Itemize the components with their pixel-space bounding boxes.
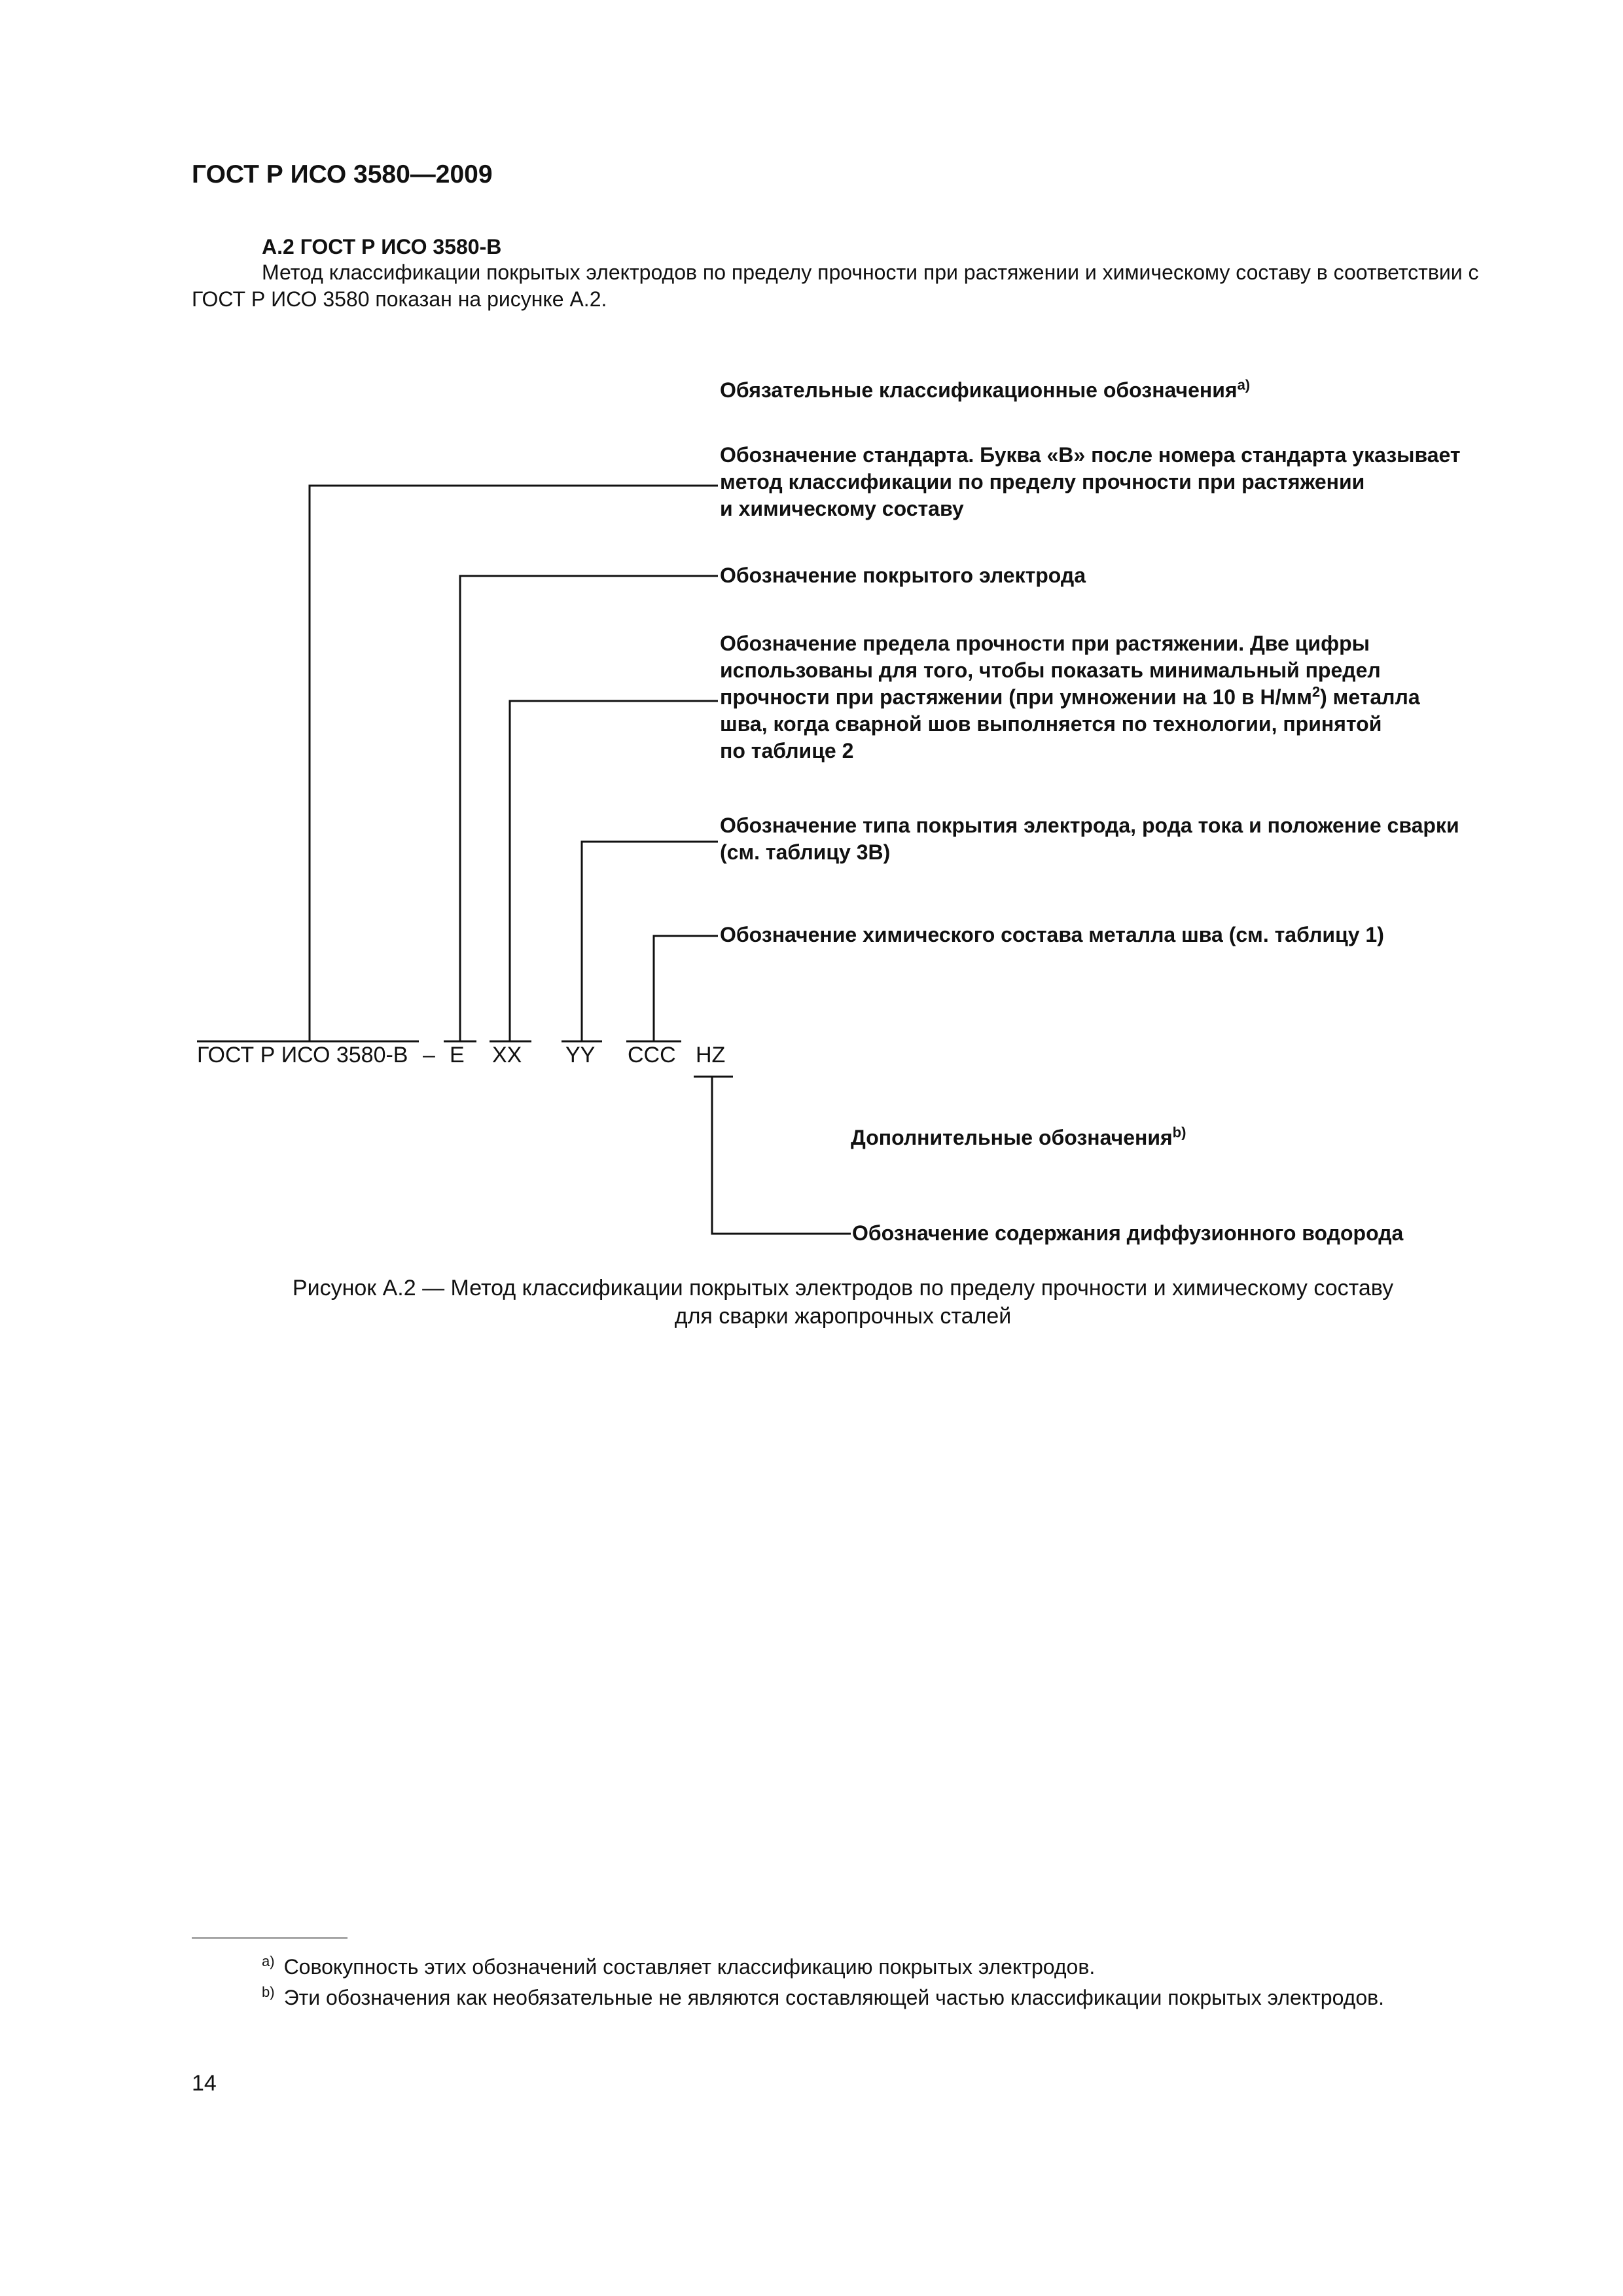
label-standard-line: метод классификации по пределу прочности при растяжении (720, 470, 1365, 493)
label-standard-line: и химическому составу (720, 497, 964, 520)
label-hydrogen: Обозначение содержания диффузионного водорода (852, 1221, 1404, 1245)
optional-heading-text: Дополнительные обозначения (851, 1126, 1173, 1149)
label-tensile-line: Обозначение предела прочности при растяжении. Две цифры (720, 632, 1370, 655)
label-coating (720, 812, 1459, 866)
section-title: А.2 ГОСТ Р ИСО 3580-В (262, 235, 502, 259)
optional-heading-footnote-mark: b) (1172, 1124, 1186, 1141)
label-standard (720, 442, 1461, 522)
optional-heading (851, 1124, 1186, 1151)
footnote-divider (192, 1937, 348, 1939)
label-tensile-line-text: прочности при растяжении (при умножении на 10 в Н/мм (720, 685, 1312, 709)
label-tensile-line: шва, когда сварной шов выполняется по технологии, принятой (720, 712, 1382, 736)
footnote-a (262, 1952, 1095, 1981)
label-electrode-line: Обозначение покрытого электрода (720, 564, 1086, 587)
designation-standard: ГОСТ Р ИСО 3580-В (197, 1043, 408, 1067)
figure-caption-line: Рисунок А.2 — Метод классификации покрытых электродов по пределу прочности и химическому составу (292, 1276, 1394, 1300)
label-tensile-line-tail: ) металла (1320, 685, 1420, 709)
page-number: 14 (192, 2071, 217, 2096)
designation-e: E (450, 1043, 465, 1067)
label-tensile-line: использованы для того, чтобы показать минимальный предел (720, 658, 1381, 682)
designation-dash: – (423, 1043, 435, 1067)
footnote-mark: a) (262, 1953, 275, 1970)
unit-superscript: 2 (1311, 683, 1321, 700)
label-tensile-line-with-unit (720, 684, 1420, 711)
mandatory-heading (720, 377, 1250, 404)
figure-caption (192, 1274, 1494, 1331)
connector-electrode (460, 576, 718, 1041)
label-tensile (720, 630, 1420, 764)
footnote-b (192, 1983, 1494, 2012)
connector-tensile (510, 701, 718, 1041)
footnote-mark: b) (262, 1984, 275, 2001)
label-coating-line: Обозначение типа покрытия электрода, рода тока и положение сварки (720, 814, 1459, 837)
connector-hydrogen-branch (712, 1142, 851, 1234)
designation-xx: XX (492, 1043, 522, 1067)
connector-coating (582, 842, 718, 1041)
footnote-text: Эти обозначения как необязательные не являются составляющей частью классификации покрытых электродов. (283, 1986, 1385, 2009)
label-standard-line: Обозначение стандарта. Буква «В» после номера стандарта указывает (720, 443, 1461, 467)
connector-chemistry (654, 936, 718, 1041)
label-tensile-line: по таблице 2 (720, 739, 854, 762)
label-coating-line: (см. таблицу 3В) (720, 840, 891, 864)
label-chemistry (720, 922, 1384, 948)
figure-caption-line: для сварки жаропрочных сталей (674, 1304, 1012, 1329)
connector-standard (310, 486, 718, 1041)
section-intro: Метод классификации покрытых электродов по пределу прочности при растяжении и химическому составу в соответствии с ГОСТ Р ИСО 3580 показан на рисунке А.2. (192, 260, 1479, 311)
document-header: ГОСТ Р ИСО 3580—2009 (192, 160, 493, 188)
designation-yy: YY (565, 1043, 596, 1067)
label-chemistry-line: Обозначение химического состава металла шва (см. таблицу 1) (720, 923, 1384, 946)
footnote-text: Совокупность этих обозначений составляет классификацию покрытых электродов. (283, 1955, 1096, 1979)
mandatory-heading-footnote-mark: a) (1237, 376, 1251, 393)
designation-hz: HZ (696, 1043, 726, 1067)
designation-ccc: CCC (628, 1043, 676, 1067)
label-electrode (720, 562, 1086, 589)
mandatory-heading-text: Обязательные классификационные обозначения (720, 378, 1238, 402)
